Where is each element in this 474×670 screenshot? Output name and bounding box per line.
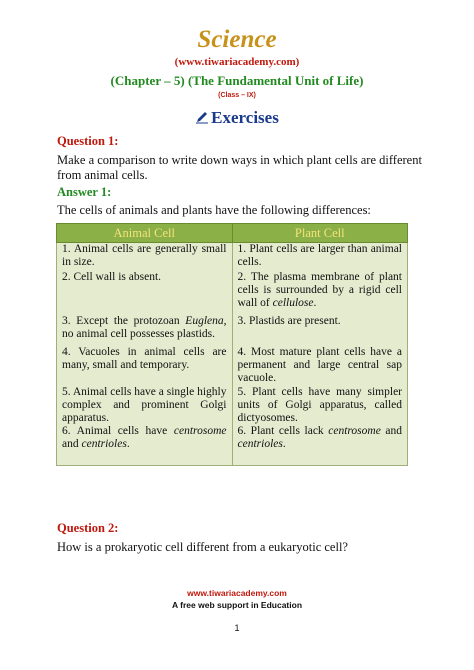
table-row bbox=[57, 346, 408, 386]
section-title: Exercises bbox=[211, 108, 279, 127]
italic-term: Euglena bbox=[185, 315, 224, 327]
animal-cell bbox=[57, 386, 233, 425]
plant-cell bbox=[232, 271, 408, 315]
cell-text: 3. Plastids are present. bbox=[237, 315, 341, 327]
cell-text: 5. Plant cells have many simpler units of Golgi apparatus, called dictyosomes. bbox=[237, 386, 402, 424]
cell-text: 6. Animal cells have bbox=[62, 425, 174, 437]
cell-text: 5. Animal cells have a single highly complex and prominent Golgi apparatus. bbox=[62, 386, 227, 424]
table-row bbox=[57, 425, 408, 466]
table-row bbox=[57, 315, 408, 346]
cell-text: 2. Cell wall is absent. bbox=[62, 271, 162, 283]
cell-text: 4. Most mature plant cells have a permanent and large central sap vacuole. bbox=[237, 346, 402, 384]
section-heading bbox=[0, 108, 474, 128]
question-1-heading: Question 1: bbox=[57, 134, 119, 148]
cell-text: and bbox=[62, 438, 82, 450]
answer-1-heading: Answer 1: bbox=[57, 185, 112, 199]
animal-cell bbox=[57, 243, 233, 272]
footer-tagline: A free web support in Education bbox=[171, 600, 303, 610]
question-2-heading: Question 2: bbox=[57, 521, 119, 535]
table-row bbox=[57, 386, 408, 425]
answer-1-intro: The cells of animals and plants have the following differences: bbox=[57, 203, 371, 217]
plant-cell bbox=[232, 386, 408, 425]
chapter-heading: (Chapter – 5) (The Fundamental Unit of Life) bbox=[110, 73, 364, 88]
plant-cell bbox=[232, 243, 408, 272]
question-1-text: Make a comparison to write down ways in which plant cells are different from animal cells. bbox=[57, 153, 422, 182]
cell-text: 6. Plant cells lack bbox=[237, 425, 329, 437]
cell-text: . bbox=[282, 438, 286, 450]
plant-cell bbox=[232, 425, 408, 466]
comparison-table bbox=[56, 223, 408, 466]
animal-cell bbox=[57, 425, 233, 466]
cell-text: 1. Plant cells are larger than animal cells. bbox=[237, 243, 402, 268]
plant-cell bbox=[232, 346, 408, 386]
cell-text: 1. Animal cells are generally small in size. bbox=[62, 243, 227, 268]
footer-url[interactable]: www.tiwariacademy.com bbox=[187, 588, 287, 598]
page-number: 1 bbox=[234, 623, 240, 633]
header-url: (www.tiwariacademy.com) bbox=[174, 56, 300, 68]
cell-text: . bbox=[126, 438, 130, 450]
cell-text: and bbox=[380, 425, 402, 437]
italic-term: centrosome bbox=[173, 425, 227, 437]
italic-term: cellulose bbox=[272, 297, 314, 309]
cell-text: , no animal cell possesses plastids. bbox=[62, 315, 227, 340]
animal-cell bbox=[57, 315, 233, 346]
column-header-plant: Plant Cell bbox=[232, 224, 408, 243]
cell-text: 3. Except the protozoan bbox=[62, 315, 186, 327]
column-header-animal: Animal Cell bbox=[57, 224, 233, 243]
cell-text: . bbox=[313, 297, 317, 309]
animal-cell bbox=[57, 271, 233, 315]
italic-term: centrosome bbox=[328, 425, 381, 437]
document-title: Science bbox=[197, 26, 277, 53]
animal-cell bbox=[57, 346, 233, 386]
table-row bbox=[57, 271, 408, 315]
table-row bbox=[57, 243, 408, 272]
class-label: (Class – IX) bbox=[218, 92, 256, 99]
cell-text: 4. Vacuoles in animal cells are many, small and temporary. bbox=[62, 346, 227, 371]
italic-term: centrioles bbox=[81, 438, 127, 450]
pen-icon bbox=[195, 110, 209, 124]
question-2-text: How is a prokaryotic cell different from a eukaryotic cell? bbox=[57, 540, 348, 554]
italic-term: centrioles bbox=[237, 438, 283, 450]
cell-text: 2. The plasma membrane of plant cells is surrounded by a rigid cell wall of bbox=[237, 271, 402, 309]
plant-cell bbox=[232, 315, 408, 346]
